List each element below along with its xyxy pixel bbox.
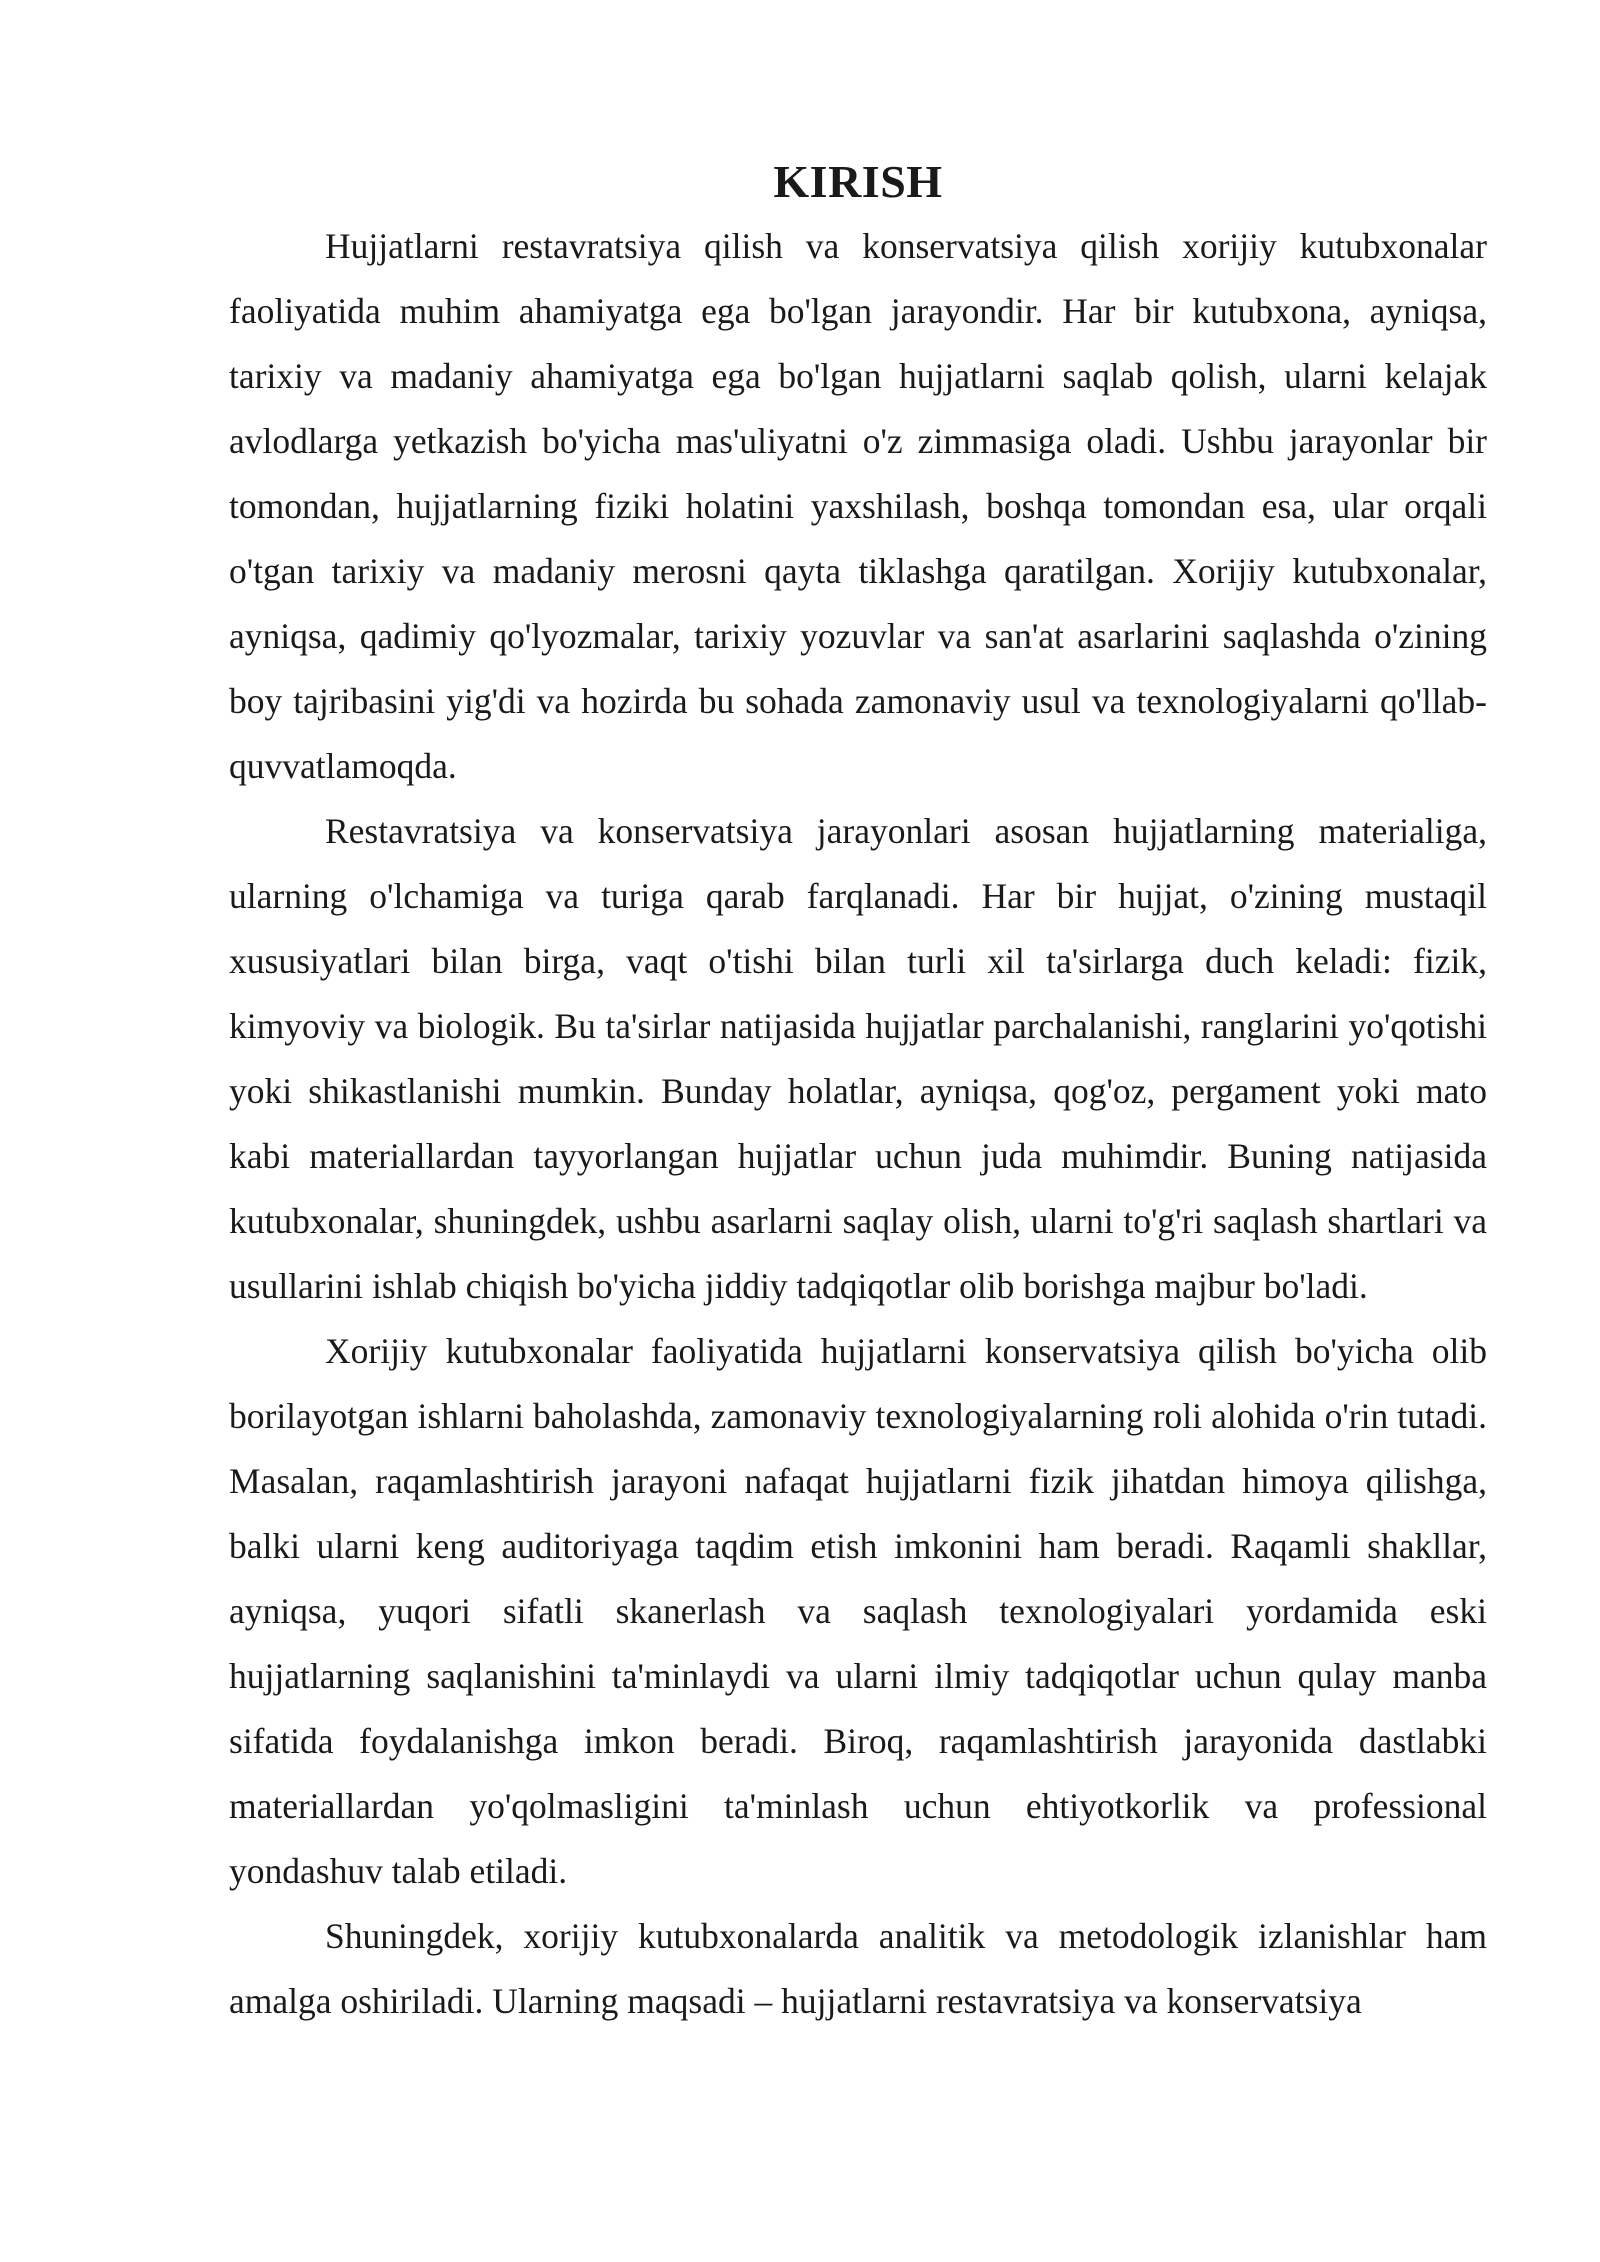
- paragraph-4: Shuningdek, xorijiy kutubxonalarda analitik va metodologik izlanishlar ham amalga oshiriladi. Ularning maqsadi – hujjatlarni restavratsiya va konservatsiya: [229, 1916, 1487, 2021]
- paragraph-3: Xorijiy kutubxonalar faoliyatida hujjatlarni konservatsiya qilish bo'yicha olib borilayotgan ishlarni baholashda, zamonaviy texnologiyalarning roli alohida o'rin tutadi. Masalan, raqamlashtirish jarayoni nafaqat hujjatlarni fizik jihatdan himoya qilishga, balki ularni keng auditoriyaga taqdim etish imkonini ham beradi. Raqamli shakllar, ayniqsa, yuqori sifatli skanerlash va saqlash texnologiyalari yordamida eski hujjatlarning saqlanishini ta'minlaydi va ularni ilmiy tadqiqotlar uchun qulay manba sifatida foydalanishga imkon beradi. Biroq, raqamlashtirish jarayonida dastlabki materiallardan yo'qolmasligini ta'minlash uchun ehtiyotkorlik va professional yondashuv talab etiladi.: [229, 1331, 1487, 1891]
- page-title: KIRISH: [773, 156, 943, 207]
- document-body: [229, 150, 1487, 2034]
- paragraph-1: Hujjatlarni restavratsiya qilish va konservatsiya qilish xorijiy kutubxonalar faoliyatida muhim ahamiyatga ega bo'lgan jarayondir. Har bir kutubxona, ayniqsa, tarixiy va madaniy ahamiyatga ega bo'lgan hujjatlarni saqlab qolish, ularni kelajak avlodlarga yetkazish bo'yicha mas'uliyatni o'z zimmasiga oladi. Ushbu jarayonlar bir tomondan, hujjatlarning fiziki holatini yaxshilash, boshqa tomondan esa, ular orqali o'tgan tarixiy va madaniy merosni qayta tiklashga qaratilgan. Xorijiy kutubxonalar, ayniqsa, qadimiy qo'lyozmalar, tarixiy yozuvlar va san'at asarlarini saqlashda o'zining boy tajribasini yig'di va hozirda bu sohada zamonaviy usul va texnologiyalarni qo'llab-quvvatlamoqda.: [229, 226, 1487, 786]
- paragraph-2: Restavratsiya va konservatsiya jarayonlari asosan hujjatlarning materialiga, ularning o'lchamiga va turiga qarab farqlanadi. Har bir hujjat, o'zining mustaqil xususiyatlari bilan birga, vaqt o'tishi bilan turli xil ta'sirlarga duch keladi: fizik, kimyoviy va biologik. Bu ta'sirlar natijasida hujjatlar parchalanishi, ranglarini yo'qotishi yoki shikastlanishi mumkin. Bunday holatlar, ayniqsa, qog'oz, pergament yoki mato kabi materiallardan tayyorlangan hujjatlar uchun juda muhimdir. Buning natijasida kutubxonalar, shuningdek, ushbu asarlarni saqlay olish, ularni to'g'ri saqlash shartlari va usullarini ishlab chiqish bo'yicha jiddiy tadqiqotlar olib borishga majbur bo'ladi.: [229, 811, 1487, 1306]
